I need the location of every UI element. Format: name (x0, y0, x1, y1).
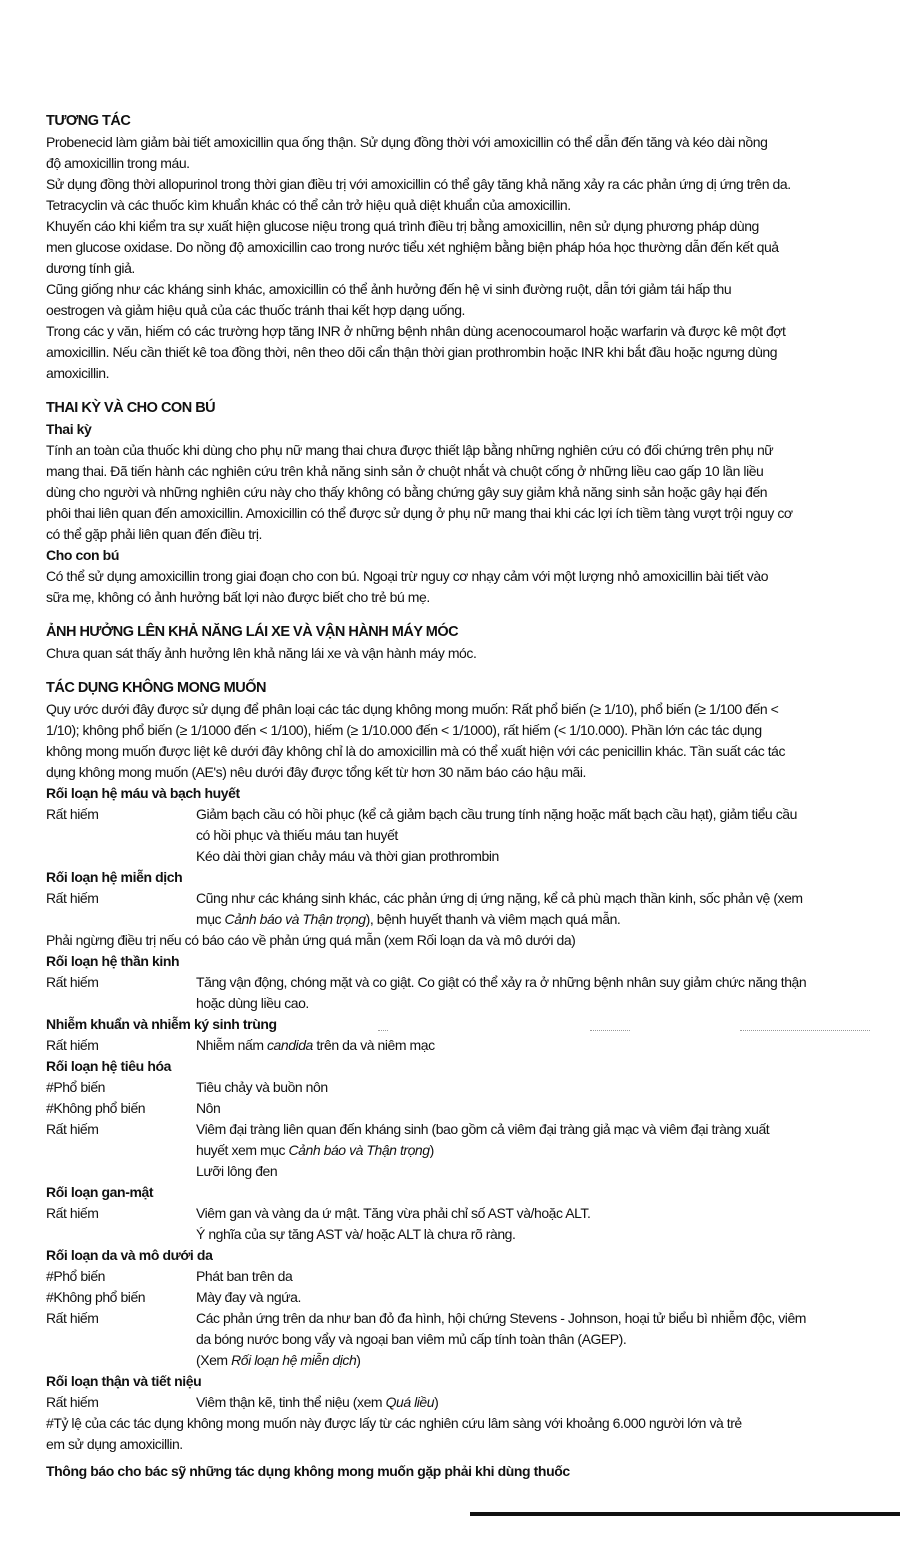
frequency-label: #Không phổ biến (46, 1289, 146, 1305)
text-line: Probenecid làm giảm bài tiết amoxicillin qua ống thận. Sử dụng đồng thời với amoxicillin có thể dẫn đến tăng và kéo dài nồng (46, 134, 768, 150)
text-run: mục (196, 911, 225, 927)
effect-description (196, 804, 874, 867)
text-line: Có thể sử dụng amoxicillin trong giai đoạn cho con bú. Ngoại trừ nguy cơ nhạy cảm với một lượng nhỏ amoxicillin bài tiết vào (46, 568, 769, 584)
frequency-row (46, 1308, 874, 1371)
text-line: Viêm đại tràng liên quan đến kháng sinh (bao gồm cả viêm đại tràng giả mạc và viêm đại tràng xuất (196, 1121, 770, 1137)
text-line: độ amoxicillin trong máu. (46, 155, 190, 171)
effect-description: Nôn (196, 1100, 221, 1116)
text-line (196, 1140, 874, 1161)
text-run: huyết xem mục (196, 1142, 289, 1158)
text-line: Quy ước dưới đây được sử dụng để phân loại các tác dụng không mong muốn: Rất phổ biến (≥ 1/10), phổ biến (≥ 1/100 đến < (46, 701, 779, 717)
effect-description: Phát ban trên da (196, 1268, 293, 1284)
frequency-row (46, 804, 874, 867)
frequency-label: Rất hiếm (46, 806, 99, 822)
text-line (196, 1035, 874, 1056)
text-run: Nhiễm nấm (196, 1037, 267, 1053)
frequency-label: #Phổ biến (46, 1268, 106, 1284)
text-line: có thể gặp phải liên quan đến điều trị. (46, 526, 262, 542)
scan-speck (590, 1030, 630, 1032)
frequency-row (46, 1077, 874, 1098)
scan-speck (378, 1030, 388, 1032)
frequency-row (46, 1119, 874, 1182)
text-run: ) (356, 1352, 361, 1368)
category-title-immune: Rối loạn hệ miễn dịch (46, 869, 183, 885)
effect-description (196, 1308, 874, 1371)
text-line: Trong các y văn, hiếm có các trường hợp tăng INR ở những bệnh nhân dùng acenocoumarol hoặc warfarin và được kê một đợt (46, 323, 786, 339)
cross-reference: Quá liều (385, 1394, 435, 1410)
text-line (196, 909, 874, 930)
text-line: Viêm gan và vàng da ứ mật. Tăng vừa phải chỉ số AST và/hoặc ALT. (196, 1205, 591, 1221)
text-run: ) (434, 1394, 439, 1410)
frequency-label: Rất hiếm (46, 1121, 99, 1137)
effect-description (196, 1035, 874, 1056)
text-line: Kéo dài thời gian chảy máu và thời gian prothrombin (196, 848, 499, 864)
effect-description (196, 972, 874, 1014)
text-line: men glucose oxidase. Do nồng độ amoxicillin cao trong nước tiểu xét nghiệm bằng biện pháp hóa học thường dẫn đến kết quả (46, 239, 779, 255)
effect-description (196, 1119, 874, 1182)
section-title-pregnancy: THAI KỲ VÀ CHO CON BÚ (46, 400, 216, 416)
text-line: Cũng giống như các kháng sinh khác, amoxicillin có thể ảnh hưởng đến hệ vi sinh đường ruột, dẫn tới giảm tái hấp thu (46, 281, 732, 297)
text-line: dụng không mong muốn (AE's) nêu dưới đây được tổng kết từ hơn 30 năm báo cáo hậu mãi. (46, 764, 586, 780)
text-line: Tính an toàn của thuốc khi dùng cho phụ nữ mang thai chưa được thiết lập bằng những nghiên cứu có đối chứng trên phụ nữ (46, 442, 774, 458)
frequency-row (46, 1035, 874, 1056)
section-title-adverse-effects: TÁC DỤNG KHÔNG MONG MUỐN (46, 680, 266, 696)
text-run: trên da và niêm mạc (312, 1037, 435, 1053)
text-line: phôi thai liên quan đến amoxicillin. Amoxicillin có thể được sử dụng ở phụ nữ mang thai khi các lợi ích tiềm tàng vượt trội nguy cơ (46, 505, 793, 521)
frequency-row (46, 1266, 874, 1287)
text-line: Cũng như các kháng sinh khác, các phản ứng dị ứng nặng, kể cả phù mạch thần kinh, sốc phản vệ (xem (196, 890, 803, 906)
frequency-row (46, 888, 874, 930)
text-line: Giảm bạch cầu có hồi phục (kể cả giảm bạch cầu trung tính nặng hoặc mất bạch cầu hạt), giảm tiểu cầu (196, 806, 797, 822)
text-line: không mong muốn được liệt kê dưới đây không chỉ là do amoxicillin mà có thể xuất hiện với các penicillin khác. Tần suất các tác (46, 743, 786, 759)
text-line: có hồi phục và thiếu máu tan huyết (196, 827, 398, 843)
frequency-row (46, 1287, 874, 1308)
effect-description: Tiêu chảy và buồn nôn (196, 1079, 328, 1095)
category-title-nervous: Rối loạn hệ thần kinh (46, 953, 180, 969)
effect-description (196, 1392, 874, 1413)
text-line: dương tính giả. (46, 260, 135, 276)
text-run: ) (429, 1142, 434, 1158)
text-line: dùng cho người và những nghiên cứu này cho thấy không có bằng chứng gây suy giảm khả năng sinh sản hoặc gây hại đến (46, 484, 768, 500)
interactions-body (46, 132, 874, 384)
scan-speck (740, 1030, 870, 1032)
text-line: Sử dụng đồng thời allopurinol trong thời gian điều trị với amoxicillin có thể gây tăng khả năng xảy ra các phản ứng dị ứng trên da. (46, 176, 791, 192)
frequency-label: Rất hiếm (46, 1310, 99, 1326)
frequency-label: Rất hiếm (46, 1394, 99, 1410)
frequency-row (46, 1392, 874, 1413)
effect-description (196, 1203, 874, 1245)
footnote-line: #Tỷ lệ của các tác dụng không mong muốn này được lấy từ các nghiên cứu lâm sàng với khoảng 6.000 người lớn và trẻ (46, 1415, 742, 1431)
text-line: Chưa quan sát thấy ảnh hưởng lên khả năng lái xe và vận hành máy móc. (46, 645, 477, 661)
doctor-notice: Thông báo cho bác sỹ những tác dụng không mong muốn gặp phải khi dùng thuốc (46, 1463, 570, 1479)
text-line: hoặc dùng liều cao. (196, 995, 309, 1011)
organism-name: candida (266, 1037, 313, 1053)
frequency-label: Rất hiếm (46, 1037, 99, 1053)
frequency-label: #Phổ biến (46, 1079, 106, 1095)
text-line: Lưỡi lông đen (196, 1163, 278, 1179)
text-line: Các phản ứng trên da như ban đỏ đa hình, hội chứng Stevens - Johnson, hoại tử biểu bì nhiễm độc, viêm (196, 1310, 807, 1326)
effect-description: Mày đay và ngứa. (196, 1289, 301, 1305)
category-title-infections: Nhiễm khuẩn và nhiễm ký sinh trùng (46, 1016, 277, 1032)
text-line: Khuyến cáo khi kiểm tra sự xuất hiện glucose niệu trong quá trình điều trị bằng amoxicillin, nên sử dụng phương pháp dùng (46, 218, 759, 234)
frequency-row (46, 972, 874, 1014)
category-title-hepatobiliary: Rối loạn gan-mật (46, 1184, 154, 1200)
cross-reference: Cảnh báo và Thận trọng (224, 911, 366, 927)
category-title-blood: Rối loạn hệ máu và bạch huyết (46, 785, 240, 801)
text-line: 1/10); không phổ biến (≥ 1/1000 đến < 1/100), hiếm (≥ 1/10.000 đến < 1/1000), rất hiếm (< 1/10.000). Phần lớn các tác dụng (46, 722, 762, 738)
text-line: sữa mẹ, không có ảnh hưởng bất lợi nào được biết cho trẻ bú mẹ. (46, 589, 430, 605)
text-run: ), bệnh huyết thanh và viêm mạch quá mẫn. (365, 911, 621, 927)
cross-reference: Rối loạn hệ miễn dịch (231, 1352, 357, 1368)
category-title-gastrointestinal: Rối loạn hệ tiêu hóa (46, 1058, 172, 1074)
leaflet-page (46, 110, 874, 1482)
section-title-interactions: TƯƠNG TÁC (46, 113, 131, 129)
text-line: da bóng nước bong vẩy và ngoại ban viêm mủ cấp tính toàn thân (AGEP). (196, 1331, 627, 1347)
text-line: amoxicillin. (46, 365, 110, 381)
text-line: Tăng vận động, chóng mặt và co giật. Co giật có thể xảy ra ở những bệnh nhân suy giảm chức năng thận (196, 974, 807, 990)
text-line: Phải ngừng điều trị nếu có báo cáo về phản ứng quá mẫn (xem Rối loạn da và mô dưới da) (46, 932, 576, 948)
subsection-title-breastfeeding: Cho con bú (46, 547, 119, 563)
frequency-label: #Không phổ biến (46, 1100, 146, 1116)
section-title-driving: ẢNH HƯỞNG LÊN KHẢ NĂNG LÁI XE VÀ VẬN HÀNH MÁY MÓC (46, 624, 459, 640)
frequency-row (46, 1203, 874, 1245)
frequency-label: Rất hiếm (46, 890, 99, 906)
category-title-skin: Rối loạn da và mô dưới da (46, 1247, 213, 1263)
frequency-row (46, 1098, 874, 1119)
frequency-label: Rất hiếm (46, 1205, 99, 1221)
bottom-divider (470, 1512, 900, 1516)
frequency-label: Rất hiếm (46, 974, 99, 990)
subsection-title-pregnancy: Thai kỳ (46, 421, 92, 437)
text-line: amoxicillin. Nếu cần thiết kê toa đồng thời, nên theo dõi cẩn thận thời gian prothrombin hoặc INR khi bắt đầu hoặc ngưng dùng (46, 344, 778, 360)
text-line (196, 1392, 874, 1413)
text-line: Tetracyclin và các thuốc kìm khuẩn khác có thể cản trở hiệu quả diệt khuẩn của amoxicillin. (46, 197, 571, 213)
text-run: Viêm thận kẽ, tinh thể niệu (xem (196, 1394, 386, 1410)
category-title-renal: Rối loạn thận và tiết niệu (46, 1373, 202, 1389)
footnote-line: em sử dụng amoxicillin. (46, 1436, 183, 1452)
effect-description (196, 888, 874, 930)
text-line: mang thai. Đã tiến hành các nghiên cứu trên khả năng sinh sản ở chuột nhắt và chuột cống ở những liều cao gấp 10 lần liều (46, 463, 764, 479)
text-line (196, 1350, 874, 1371)
text-run: (Xem (196, 1352, 232, 1368)
text-line: oestrogen và giảm hiệu quả của các thuốc tránh thai kết hợp dạng uống. (46, 302, 465, 318)
cross-reference: Cảnh báo và Thận trọng (288, 1142, 430, 1158)
text-line: Ý nghĩa của sự tăng AST và/ hoặc ALT là chưa rõ ràng. (196, 1226, 516, 1242)
